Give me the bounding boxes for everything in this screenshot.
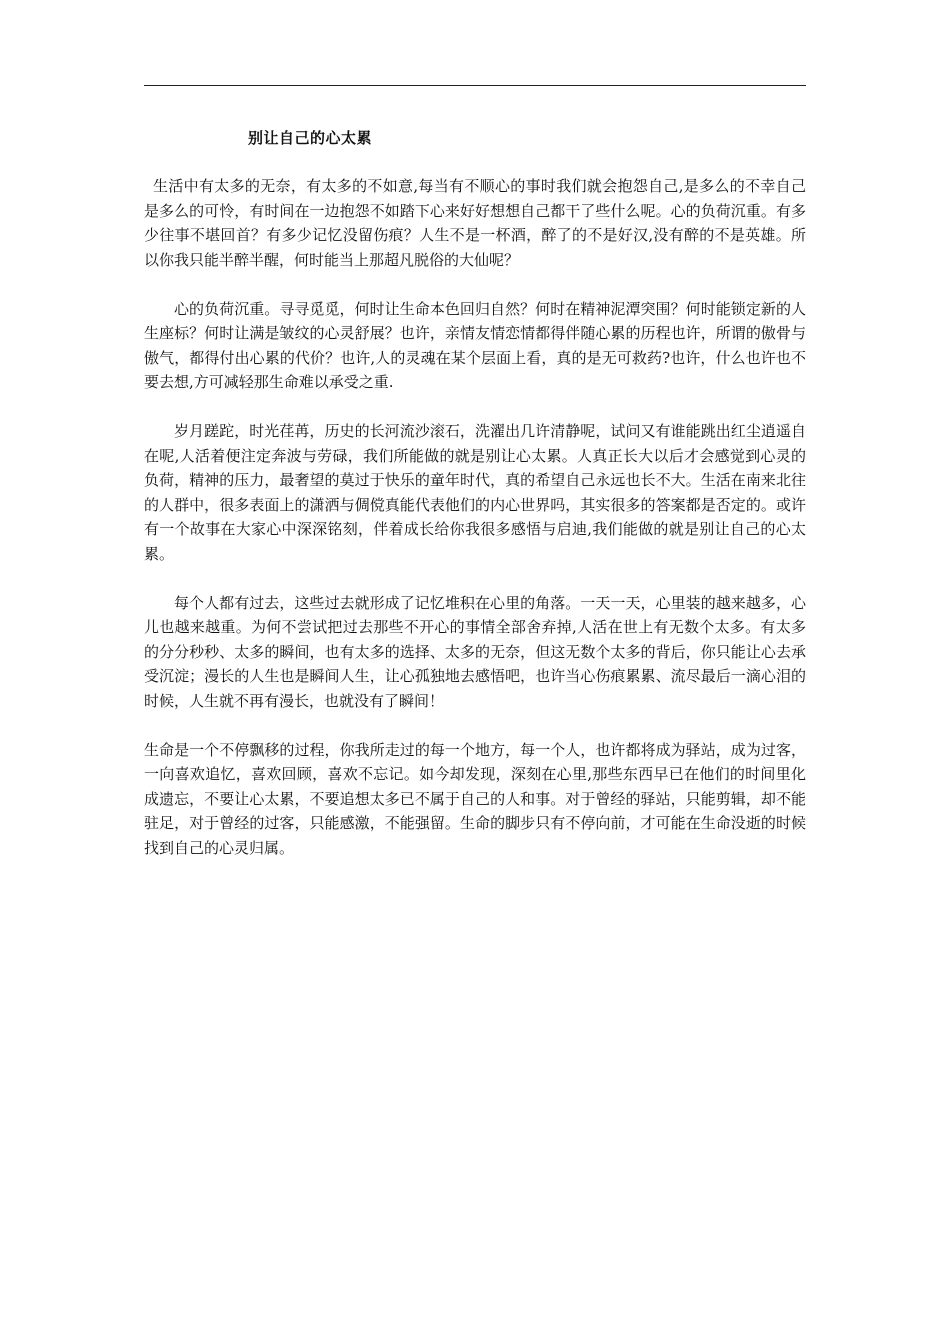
paragraph-1: 生活中有太多的无奈，有太多的不如意,每当有不顺心的事时我们就会抱怨自己,是多么的不幸自己是多么的可怜，有时间在一边抱怨不如踏下心来好好想想自己都干了些什么呢。心的负荷沉重。有多少往事不堪回首？有多少记忆没留伤痕？人生不是一杯酒，醉了的不是好汉,没有醉的不是英雄。所以你我只能半醉半醒，何时能当上那超凡脱俗的大仙呢？ bbox=[144, 177, 806, 269]
header-rule bbox=[144, 85, 806, 86]
document-title: 别让自己的心太累 bbox=[248, 129, 373, 147]
paragraph-3: 岁月蹉跎，时光荏苒，历史的长河流沙滚石，洗濯出几许清静呢，试问又有谁能跳出红尘逍遥自在呢,人活着便注定奔波与劳碌，我们所能做的就是别让心太累。人真正长大以后才会感觉到心灵的负荷，精神的压力，最奢望的莫过于快乐的童年时代，真的希望自己永远也长不大。生活在南来北往的人群中，很多表面上的潇洒与倜傥真能代表他们的内心世界吗，其实很多的答案都是否定的。或许有一个故事在大家心中深深铭刻，伴着成长给你我很多感悟与启迪,我们能做的就是别让自己的心太累。 bbox=[144, 422, 806, 563]
paragraph-2: 心的负荷沉重。寻寻觅觅，何时让生命本色回归自然？何时在精神泥潭突围？何时能锁定新的人生座标？何时让满是皱纹的心灵舒展？也许，亲情友情恋情都得伴随心累的历程也许，所谓的傲骨与傲气，都得付出心累的代价？也许,人的灵魂在某个层面上看，真的是无可救药?也许，什么也许也不要去想,方可减轻那生命难以承受之重. bbox=[144, 299, 806, 391]
document-body bbox=[144, 174, 806, 885]
paragraph-4: 每个人都有过去，这些过去就形成了记忆堆积在心里的角落。一天一天，心里装的越来越多，心儿也越来越重。为何不尝试把过去那些不开心的事情全部舍弃掉,人活在世上有无数个太多。有太多的分分秒秒、太多的瞬间，也有太多的选择、太多的无奈，但这无数个太多的背后，你只能让心去承受沉淀；漫长的人生也是瞬间人生，让心孤独地去感悟吧，也许当心伤痕累累、流尽最后一滴心泪的时候，人生就不再有漫长，也就没有了瞬间！ bbox=[144, 593, 806, 710]
paragraph-5: 生命是一个不停飘移的过程，你我所走过的每一个地方，每一个人，也许都将成为驿站，成为过客，一向喜欢追忆，喜欢回顾，喜欢不忘记。如今却发现，深刻在心里,那些东西早已在他们的时间里化成遗忘，不要让心太累，不要追想太多已不属于自己的人和事。对于曾经的驿站，只能剪辑，却不能驻足，对于曾经的过客，只能感激，不能强留。生命的脚步只有不停向前，才可能在生命没逝的时候找到自己的心灵归属。 bbox=[144, 740, 806, 857]
